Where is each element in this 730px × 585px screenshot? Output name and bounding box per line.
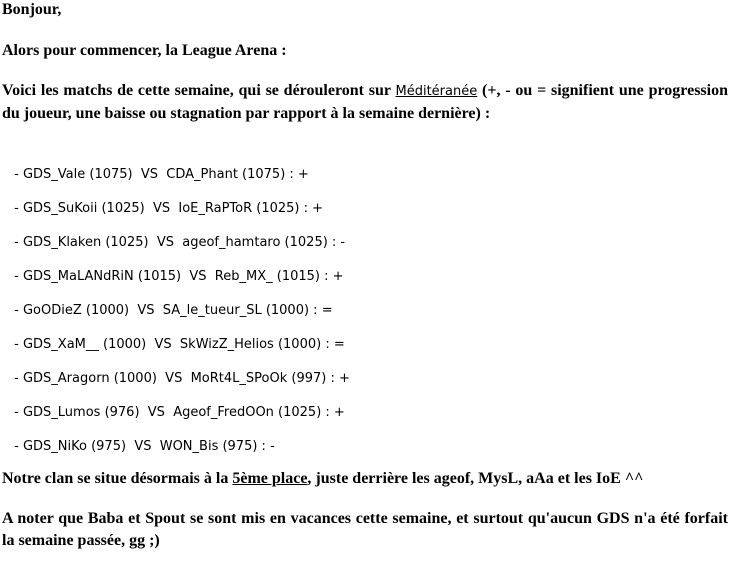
ranking-text-end: , juste derrière les ageof, MysL, aAa et les IoE ^^	[307, 470, 644, 487]
announcement-text-end: (+, - ou = signifient une progression du joueur, une baisse ou stagnation par rapport à la semaine dernière) :	[2, 82, 728, 122]
match-item: - GDS_NiKo (975) VS WON_Bis (975) : -	[10, 439, 275, 454]
intro-text: Alors pour commencer, la League Arena :	[2, 42, 287, 59]
ranking-paragraph	[2, 468, 728, 490]
match-list	[2, 158, 728, 464]
match-item: - GDS_Klaken (1025) VS ageof_hamtaro (1025) : -	[10, 235, 346, 250]
match-item: - GoODieZ (1000) VS SA_le_tueur_SL (1000) : =	[10, 303, 333, 318]
ranking-place: 5ème place	[232, 470, 308, 487]
note-paragraph: A noter que Baba et Spout se sont mis en vacances cette semaine, et surtout qu'aucun GDS n'a été forfait la semaine passée, gg ;)	[2, 510, 728, 549]
ranking-text-start: Notre clan se situe désormais à la	[2, 470, 233, 487]
greeting-text: Bonjour,	[2, 1, 62, 18]
match-item: - GDS_SuKoii (1025) VS IoE_RaPToR (1025) : +	[10, 201, 324, 216]
match-item: - GDS_Lumos (976) VS Ageof_FredOOn (1025) : +	[10, 405, 345, 420]
map-link[interactable]: Méditéranée	[395, 84, 478, 99]
match-item: - GDS_MaLANdRiN (1015) VS Reb_MX_ (1015) : +	[10, 269, 344, 284]
match-item: - GDS_XaM__ (1000) VS SkWizZ_Helios (1000) : =	[10, 337, 345, 352]
announcement-paragraph	[2, 80, 728, 125]
forum-post	[2, 0, 728, 552]
match-item: - GDS_Aragorn (1000) VS MoRt4L_SPoOk (997) : +	[10, 371, 350, 386]
match-item: - GDS_Vale (1075) VS CDA_Phant (1075) : +	[10, 167, 309, 182]
announcement-text-start: Voici les matchs de cette semaine, qui se dérouleront sur	[2, 82, 396, 99]
